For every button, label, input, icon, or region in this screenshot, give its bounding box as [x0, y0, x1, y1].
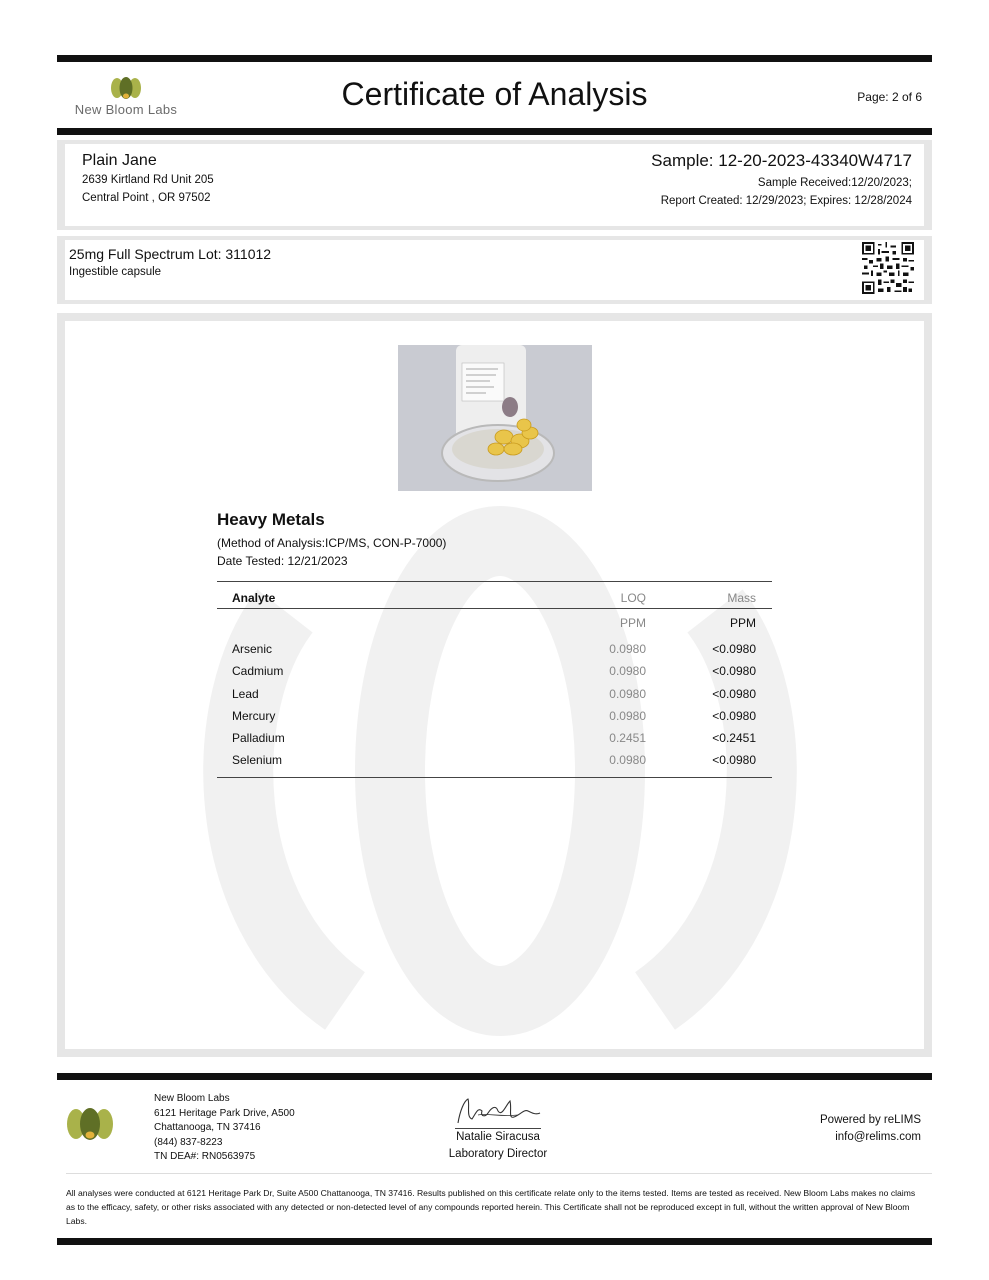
- signer-name: Natalie Siracusa: [456, 1131, 540, 1143]
- analyte-name: Palladium: [232, 731, 285, 745]
- table-row: [217, 753, 772, 775]
- powered-by: Powered by reLIMS: [820, 1114, 921, 1126]
- footer-divider: [66, 1173, 932, 1174]
- powered-by-block: [820, 1112, 921, 1146]
- section-title-heavy-metals: Heavy Metals: [217, 510, 325, 529]
- analyte-loq: 0.0980: [609, 642, 646, 656]
- sample-received: Sample Received:12/20/2023;: [757, 177, 912, 189]
- table-top-rule: [217, 581, 772, 582]
- contact-email[interactable]: info@relims.com: [835, 1131, 921, 1143]
- client-info-panel: [57, 140, 932, 230]
- analyte-loq: 0.0980: [609, 709, 646, 723]
- table-bottom-rule: [217, 777, 772, 778]
- table-row: [217, 731, 772, 753]
- column-header-mass: Mass: [727, 591, 756, 605]
- unit-loq: PPM: [619, 616, 646, 630]
- top-rule: [57, 55, 932, 62]
- footer-rule: [57, 1073, 932, 1080]
- product-info-panel: [57, 236, 932, 304]
- column-header-loq: LOQ: [620, 591, 646, 605]
- client-address-line2: Central Point , OR 97502: [82, 192, 211, 204]
- analyte-loq: 0.0980: [609, 664, 646, 678]
- analyte-name: Mercury: [232, 709, 276, 723]
- client-name: Plain Jane: [82, 152, 157, 169]
- lab-address-line2: Chattanooga, TN 37416: [154, 1122, 261, 1133]
- analyte-name: Arsenic: [232, 642, 273, 656]
- page-title: Certificate of Analysis: [341, 76, 648, 112]
- logo-text: New Bloom Labs: [74, 102, 178, 117]
- analyte-loq: 0.0980: [609, 687, 646, 701]
- analyte-mass: <0.0980: [712, 687, 756, 701]
- signature: [448, 1093, 548, 1129]
- sample-id: Sample: 12-20-2023-43340W4717: [651, 151, 912, 170]
- column-header-analyte: Analyte: [232, 591, 276, 605]
- date-tested: Date Tested: 12/21/2023: [217, 554, 348, 568]
- table-header-rule: [217, 608, 772, 609]
- lab-phone: (844) 837-8223: [154, 1136, 223, 1148]
- analyte-mass: <0.0980: [712, 664, 756, 678]
- table-row: [217, 664, 772, 686]
- results-panel: [57, 313, 932, 1057]
- client-address-line1: 2639 Kirtland Rd Unit 205: [82, 174, 214, 186]
- lab-dea-number: TN DEA#: RN0563975: [154, 1151, 256, 1162]
- analyte-loq: 0.0980: [609, 753, 646, 767]
- sample-photo: [398, 345, 592, 491]
- table-row: [217, 709, 772, 731]
- lab-name: New Bloom Labs: [154, 1093, 230, 1104]
- analyte-name: Lead: [232, 687, 259, 701]
- table-row: [217, 642, 772, 664]
- analyte-mass: <0.0980: [712, 642, 756, 656]
- analyte-mass: <0.2451: [712, 731, 756, 745]
- disclaimer: All analyses were conducted at 6121 Heritage Park Dr, Suite A500 Chattanooga, TN 37416. Results published on this certificate relate only to the items tested. Items are tested as received. New Bloom Labs makes no claims as to the efficacy, safety, or other risks associated with any detected or non-detected level of any compounds reported herein. This Certificate shall not be reproduced except in full, without the written approval of New Bloom Labs.: [66, 1188, 916, 1226]
- product-name: 25mg Full Spectrum Lot: 311012: [69, 246, 272, 262]
- analyte-mass: <0.0980: [712, 753, 756, 767]
- header-rule: [57, 128, 932, 135]
- report-dates: Report Created: 12/29/2023; Expires: 12/28/2024: [660, 195, 912, 207]
- unit-mass: PPM: [729, 616, 756, 630]
- page-number: Page: 2 of 6: [857, 90, 922, 104]
- signer-title: Laboratory Director: [448, 1148, 548, 1160]
- table-row: [217, 687, 772, 709]
- analyte-loq: 0.2451: [609, 731, 646, 745]
- analyte-name: Selenium: [232, 753, 283, 767]
- signature-line: [455, 1128, 541, 1129]
- analyte-mass: <0.0980: [712, 709, 756, 723]
- lab-address-line1: 6121 Heritage Park Drive, A500: [154, 1107, 295, 1119]
- product-type: Ingestible capsule: [69, 266, 162, 278]
- bottom-rule: [57, 1238, 932, 1245]
- analyte-name: Cadmium: [232, 664, 284, 678]
- method-of-analysis: (Method of Analysis:ICP/MS, CON-P-7000): [217, 536, 447, 550]
- qr-code-icon[interactable]: [862, 242, 914, 294]
